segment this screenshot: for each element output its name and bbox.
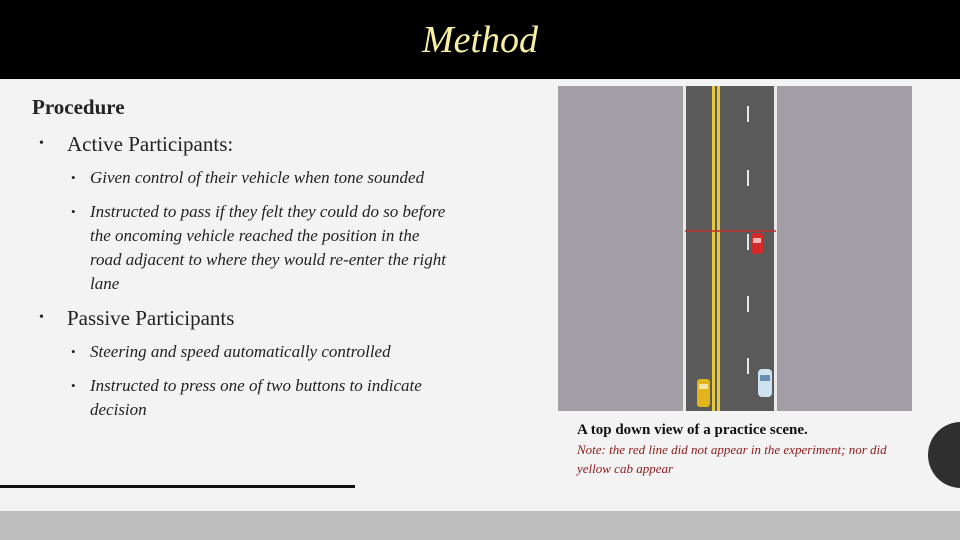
- blue-car-icon: [758, 369, 772, 397]
- road-right-edge: [774, 86, 777, 411]
- road-scene-illustration: [558, 86, 912, 411]
- yellow-cab-icon: [697, 379, 710, 407]
- passive-item-1: • Steering and speed automatically controlled: [32, 340, 450, 364]
- center-line-left: [712, 86, 715, 411]
- red-car-icon: [751, 233, 763, 254]
- caption-note: Note: the red line did not appear in the experiment; nor did yellow cab appear: [577, 442, 887, 476]
- divider-line: [0, 485, 355, 488]
- active-item-1: • Given control of their vehicle when tone sounded: [32, 166, 450, 190]
- corner-circle-decoration: [928, 422, 960, 488]
- caption-text: A top down view of a practice scene.: [577, 422, 808, 438]
- procedure-heading: Procedure: [32, 95, 125, 119]
- passive-participants-label: • Passive Participants: [32, 305, 532, 331]
- center-line-right: [717, 86, 720, 411]
- slide-title: Method: [421, 19, 539, 61]
- active-participants-label: • Active Participants:: [32, 131, 532, 157]
- procedure-section: [32, 94, 532, 422]
- title-bar: [0, 0, 960, 79]
- footer-bar: [0, 511, 960, 540]
- road-left-edge: [683, 86, 686, 411]
- active-item-2: • Instructed to pass if they felt they could do so before the oncoming vehicle reached the position in the road adjacent to where they would re-enter the right lane: [32, 200, 450, 296]
- practice-scene-image: [558, 86, 912, 411]
- passive-item-2: • Instructed to press one of two buttons to indicate decision: [32, 374, 450, 422]
- figure-caption: [577, 420, 907, 478]
